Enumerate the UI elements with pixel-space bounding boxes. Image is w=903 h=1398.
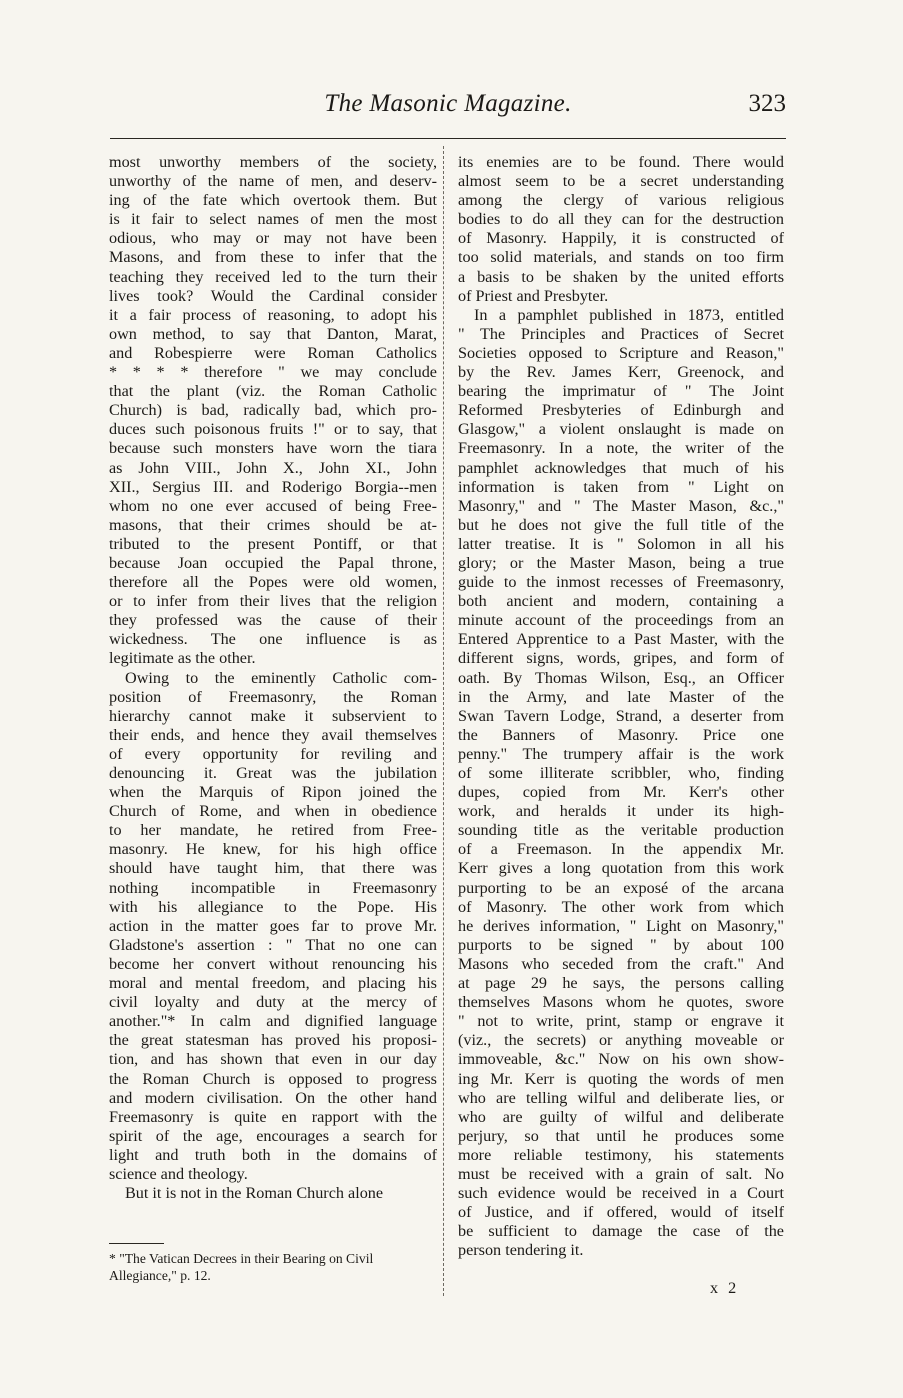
text-line: oath. By Thomas Wilson, Esq., an Officer <box>458 668 784 687</box>
text-line: who are guilty of wilful and deliberate <box>458 1107 784 1126</box>
text-line: at page 29 he says, the persons calling <box>458 974 784 993</box>
text-line: and modern civilisation. On the other hand <box>109 1088 437 1107</box>
text-line: such evidence would be received in a Court <box>458 1184 784 1203</box>
text-line: of every opportunity for reviling and <box>109 744 437 763</box>
text-line: Masons who seceded from the craft." And <box>458 954 784 973</box>
text-line: bearing the imprimatur of " The Joint <box>458 382 784 401</box>
text-line: dupes, copied from Mr. Kerr's other <box>458 783 784 802</box>
text-line: latter treatise. It is " Solomon in all his <box>458 534 784 553</box>
text-line: more reliable testimony, his statements <box>458 1145 784 1164</box>
text-line: Reformed Presbyteries of Edinburgh and <box>458 401 784 420</box>
text-line: teaching they received led to the turn their <box>109 267 437 286</box>
text-line: action in the matter goes far to prove Mr. <box>109 916 437 935</box>
text-line: ing Mr. Kerr is quoting the words of men <box>458 1069 784 1088</box>
text-line: Masonry," and " The Master Mason, &c.," <box>458 496 784 515</box>
text-line: he derives information, " Light on Masonry," <box>458 916 784 935</box>
text-line: Freemasonry is quite en rapport with the <box>109 1107 437 1126</box>
text-line: XII., Sergius III. and Roderigo Borgia--men <box>109 477 437 496</box>
text-line: Church) is bad, radically bad, which pro- <box>109 401 437 420</box>
text-line: the great statesman has proved his proposi- <box>109 1031 437 1050</box>
text-line: of Priest and Presbyter. <box>458 286 609 305</box>
text-line: odious, who may or may not have been <box>109 229 437 248</box>
text-line: Owing to the eminently Catholic com- <box>125 668 437 687</box>
text-line: too solid materials, and stands on too firm <box>458 248 784 267</box>
text-line: therefore all the Popes were old women, <box>109 573 437 592</box>
text-line: with his allegiance to the Pope. His <box>109 897 437 916</box>
text-line: immoveable, &c." Now on his own show- <box>458 1050 784 1069</box>
text-line: because such monsters have worn the tiara <box>109 439 437 458</box>
text-line: both ancient and modern, containing a <box>458 592 784 611</box>
text-line: the Roman Church is opposed to progress <box>109 1069 437 1088</box>
text-line: Glasgow," a violent onslaught is made on <box>458 420 784 439</box>
text-line: a basis to be shaken by the united efforts <box>458 267 784 286</box>
signature-mark: x 2 <box>710 1279 740 1297</box>
header-rule <box>110 138 786 139</box>
text-line: nothing incompatible in Freemasonry <box>109 878 437 897</box>
running-header <box>110 84 786 124</box>
text-line: or to infer from their lives that the religion <box>109 592 437 611</box>
text-line: In a pamphlet published in 1873, entitled <box>474 305 784 324</box>
text-line: most unworthy members of the society, <box>109 153 437 171</box>
text-line: become her convert without renouncing his <box>109 954 437 973</box>
text-line: purporting to be an exposé of the arcana <box>458 878 784 897</box>
text-line: masonry. He knew, for his high office <box>109 840 437 859</box>
text-line: to her mandate, he retired from Free- <box>109 821 437 840</box>
page-number: 323 <box>748 90 786 117</box>
text-line: as John VIII., John X., John XI., John <box>109 458 437 477</box>
text-line: because Joan occupied the Papal throne, <box>109 553 437 572</box>
text-line: the Banners of Masonry. Price one <box>458 725 784 744</box>
text-line: but he does not give the full title of the <box>458 515 784 534</box>
footnote-line: Allegiance," p. 12. <box>109 1268 211 1283</box>
text-line: who are telling wilful and deliberate lies, or <box>458 1088 784 1107</box>
text-line: own method, to say that Danton, Marat, <box>109 324 437 343</box>
text-line: minute account of the proceedings from an <box>458 611 784 630</box>
text-line: when the Marquis of Ripon joined the <box>109 783 437 802</box>
column-divider <box>443 146 444 1296</box>
text-line: whom no one ever accused of being Free- <box>109 496 437 515</box>
text-line: must be received with a grain of salt. No <box>458 1164 784 1183</box>
text-line: themselves Masons whom he quotes, swore <box>458 993 784 1012</box>
text-line: But it is not in the Roman Church alone <box>125 1184 384 1203</box>
footnote <box>109 1250 437 1284</box>
text-line: Church of Rome, and when in obedience <box>109 802 437 821</box>
text-line: lives took? Would the Cardinal consider <box>109 286 437 305</box>
text-line: different signs, words, gripes, and form of <box>458 649 784 668</box>
right-column <box>458 153 784 1260</box>
text-line: " The Principles and Practices of Secret <box>458 324 784 343</box>
text-line: Societies opposed to Scripture and Reason," <box>458 343 784 362</box>
text-line: " not to write, print, stamp or engrave it <box>458 1012 784 1031</box>
text-line: of a Freemason. In the appendix Mr. <box>458 840 784 859</box>
text-line: Gladstone's assertion : " That no one can <box>109 935 437 954</box>
text-line: information is taken from " Light on <box>458 477 784 496</box>
text-line: guide to the inmost recesses of Freemasonry, <box>458 573 784 592</box>
text-line: of Justice, and if offered, would of itself <box>458 1203 784 1222</box>
text-line: is it fair to select names of men the most <box>109 210 437 229</box>
text-line: ing of the fate which overtook them. But <box>109 191 437 210</box>
text-line: sounding title as the veritable production <box>458 821 784 840</box>
text-line: among the clergy of various religious <box>458 191 784 210</box>
text-line: legitimate as the other. <box>109 649 256 668</box>
text-line: (viz., the secrets) or anything moveable or <box>458 1031 784 1050</box>
text-line: Masons, and from these to infer that the <box>109 248 437 267</box>
text-line: work, and heralds it under its high- <box>458 802 784 821</box>
text-line: Swan Tavern Lodge, Strand, a deserter from <box>458 706 784 725</box>
text-line: almost seem to be a secret understanding <box>458 172 784 191</box>
text-line: penny." The trumpery affair is the work <box>458 744 784 763</box>
text-line: that the plant (viz. the Roman Catholic <box>109 382 437 401</box>
text-line: Freemasonry. In a note, the writer of the <box>458 439 784 458</box>
text-line: light and truth both in the domains of <box>109 1145 437 1164</box>
text-line: their ends, and hence they avail themselves <box>109 725 437 744</box>
text-line: should have taught him, that there was <box>109 859 437 878</box>
text-line: of Masonry. The other work from which <box>458 897 784 916</box>
text-line: purports to be signed " by about 100 <box>458 935 784 954</box>
text-line: wickedness. The one influence is as <box>109 630 437 649</box>
text-line: of Masonry. Happily, it is constructed of <box>458 229 784 248</box>
text-line: denouncing it. Great was the jubilation <box>109 764 437 782</box>
left-column <box>109 153 437 1203</box>
text-line: masons, that their crimes should be at- <box>109 515 437 534</box>
text-line: in the Army, and late Master of the <box>458 687 784 706</box>
text-line: they professed was the cause of their <box>109 611 437 630</box>
text-line: tributed to the present Pontiff, or that <box>109 534 437 553</box>
text-line: person tendering it. <box>458 1241 584 1260</box>
text-line: moral and mental freedom, and placing his <box>109 974 437 993</box>
running-title: The Masonic Magazine. <box>324 90 572 117</box>
text-line: position of Freemasonry, the Roman <box>109 687 437 706</box>
text-line: duces such poisonous fruits !" or to say, that <box>109 420 437 439</box>
text-line: by the Rev. James Kerr, Greenock, and <box>458 363 784 382</box>
text-line: and Robespierre were Roman Catholics <box>109 343 437 362</box>
text-line: * * * * therefore " we may conclude <box>109 363 437 382</box>
text-line: its enemies are to be found. There would <box>458 153 784 171</box>
text-line: another."* In calm and dignified language <box>109 1012 437 1031</box>
text-line: science and theology. <box>109 1164 248 1183</box>
footnote-line: * "The Vatican Decrees in their Bearing on Civil <box>109 1251 374 1266</box>
text-line: tion, and has shown that even in our day <box>109 1050 437 1069</box>
text-line: of some illiterate scribbler, who, finding <box>458 764 784 782</box>
text-line: it a fair process of reasoning, to adopt his <box>109 305 437 324</box>
text-line: pamphlet acknowledges that much of his <box>458 458 784 477</box>
text-line: glory; or the Master Mason, being a true <box>458 553 784 572</box>
footnote-rule <box>109 1243 164 1244</box>
text-line: Kerr gives a long quotation from this work <box>458 859 784 878</box>
text-line: perjury, so that until he produces some <box>458 1126 784 1145</box>
text-line: Entered Apprentice to a Past Master, with the <box>458 630 784 649</box>
text-line: spirit of the age, encourages a search for <box>109 1126 437 1145</box>
text-line: be sufficient to damage the case of the <box>458 1222 784 1241</box>
text-line: unworthy of the name of men, and deserv- <box>109 172 437 191</box>
text-line: bodies to do all they can for the destruction <box>458 210 784 229</box>
text-line: hierarchy cannot make it subservient to <box>109 706 437 725</box>
text-line: civil loyalty and duty at the mercy of <box>109 993 437 1012</box>
